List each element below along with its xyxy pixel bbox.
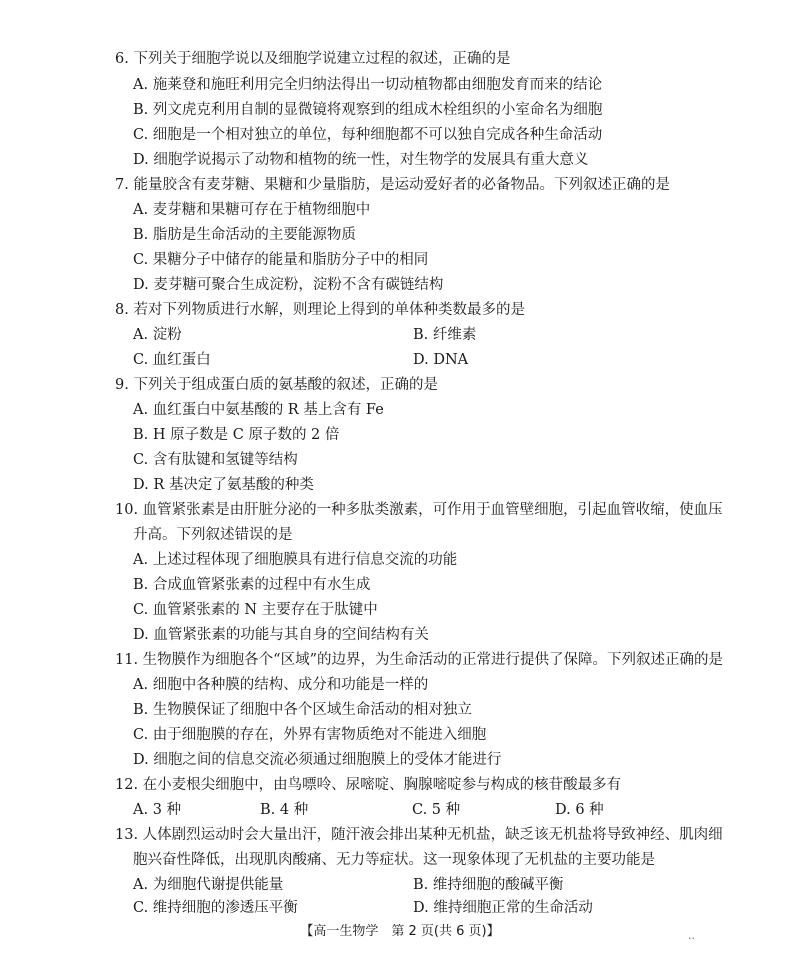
question-11-option-a: A. 细胞中各种膜的结构、成分和功能是一样的 — [133, 677, 429, 693]
question-7-option-b: B. 脂肪是生命活动的主要能源物质 — [133, 227, 356, 243]
question-8-option-c: C. 血红蛋白 — [133, 352, 211, 368]
question-12-option-c: C. 5 种 — [412, 802, 461, 818]
question-8-option-b: B. 纤维素 — [413, 327, 477, 343]
question-9-option-c: C. 含有肽键和氢键等结构 — [133, 452, 298, 468]
page-footer: 【高一生物学 第 2 页(共 6 页)】 — [300, 924, 500, 939]
question-10-option-a: A. 上述过程体现了细胞膜具有进行信息交流的功能 — [133, 552, 458, 568]
question-13-option-d: D. 维持细胞正常的生命活动 — [413, 900, 593, 916]
question-12-option-b: B. 4 种 — [260, 802, 309, 818]
question-8-option-d: D. DNA — [413, 352, 469, 368]
question-13-stem-line-1: 13. 人体剧烈运动时会大量出汗，随汗液会排出某种无机盐，缺乏该无机盐将导致神经、肌肉细 — [115, 827, 723, 843]
question-11-stem: 11. 生物膜作为细胞各个“区域”的边界，为生命活动的正常进行提供了保障。下列叙述正确的是 — [115, 652, 723, 668]
question-13-stem-line-2: 胞兴奋性降低，出现肌肉酸痛、无力等症状。这一现象体现了无机盐的主要功能是 — [133, 852, 655, 868]
question-9-option-a: A. 血红蛋白中氨基酸的 R 基上含有 Fe — [133, 402, 384, 418]
question-9-option-d: D. R 基决定了氨基酸的种类 — [133, 477, 314, 493]
question-7-option-c: C. 果糖分子中储存的能量和脂肪分子中的相同 — [133, 252, 429, 268]
question-10-option-c: C. 血管紧张素的 N 主要存在于肽键中 — [133, 602, 378, 618]
question-13-option-a: A. 为细胞代谢提供能量 — [133, 877, 284, 893]
question-10-option-d: D. 血管紧张素的功能与其自身的空间结构有关 — [133, 627, 429, 643]
question-6-option-c: C. 细胞是一个相对独立的单位，每种细胞都不可以独自完成各种生命活动 — [133, 127, 603, 143]
question-12-stem: 12. 在小麦根尖细胞中，由鸟嘌呤、尿嘧啶、胸腺嘧啶参与构成的核苷酸最多有 — [115, 777, 622, 793]
question-7-option-a: A. 麦芽糖和果糖可存在于植物细胞中 — [133, 202, 371, 218]
question-10-stem-line-2: 升高。下列叙述错误的是 — [133, 527, 293, 543]
question-10-stem-line-1: 10. 血管紧张素是由肝脏分泌的一种多肽类激素，可作用于血管壁细胞，引起血管收缩，使血压 — [115, 502, 723, 518]
question-7-stem: 7. 能量胶含有麦芽糖、果糖和少量脂肪，是运动爱好者的必备物品。下列叙述正确的是 — [115, 177, 670, 193]
question-13-option-b: B. 维持细胞的酸碱平衡 — [413, 877, 564, 893]
question-8-stem: 8. 若对下列物质进行水解，则理论上得到的单体种类数最多的是 — [115, 302, 525, 318]
footer-mark: .. — [688, 929, 695, 942]
question-10-option-b: B. 合成血管紧张素的过程中有水生成 — [133, 577, 371, 593]
question-9-option-b: B. H 原子数是 C 原子数的 2 倍 — [133, 427, 340, 443]
question-8-option-a: A. 淀粉 — [133, 327, 182, 343]
question-7-option-d: D. 麦芽糖可聚合生成淀粉，淀粉不含有碳链结构 — [133, 277, 444, 293]
question-6-option-a: A. 施莱登和施旺利用完全归纳法得出一切动植物都由细胞发育而来的结论 — [133, 77, 603, 93]
question-9-stem: 9. 下列关于组成蛋白质的氨基酸的叙述，正确的是 — [115, 377, 438, 393]
question-6-option-b: B. 列文虎克利用自制的显微镜将观察到的组成木栓组织的小室命名为细胞 — [133, 102, 603, 118]
question-13-option-c: C. 维持细胞的渗透压平衡 — [133, 900, 298, 916]
question-11-option-d: D. 细胞之间的信息交流必须通过细胞膜上的受体才能进行 — [133, 752, 502, 768]
question-6-stem: 6. 下列关于细胞学说以及细胞学说建立过程的叙述，正确的是 — [115, 51, 511, 67]
question-6-option-d: D. 细胞学说揭示了动物和植物的统一性，对生物学的发展具有重大意义 — [133, 152, 589, 168]
question-12-option-a: A. 3 种 — [133, 802, 182, 818]
question-11-option-b: B. 生物膜保证了细胞中各个区域生命活动的相对独立 — [133, 702, 472, 718]
question-12-option-d: D. 6 种 — [555, 802, 604, 818]
question-11-option-c: C. 由于细胞膜的存在，外界有害物质绝对不能进入细胞 — [133, 727, 487, 743]
